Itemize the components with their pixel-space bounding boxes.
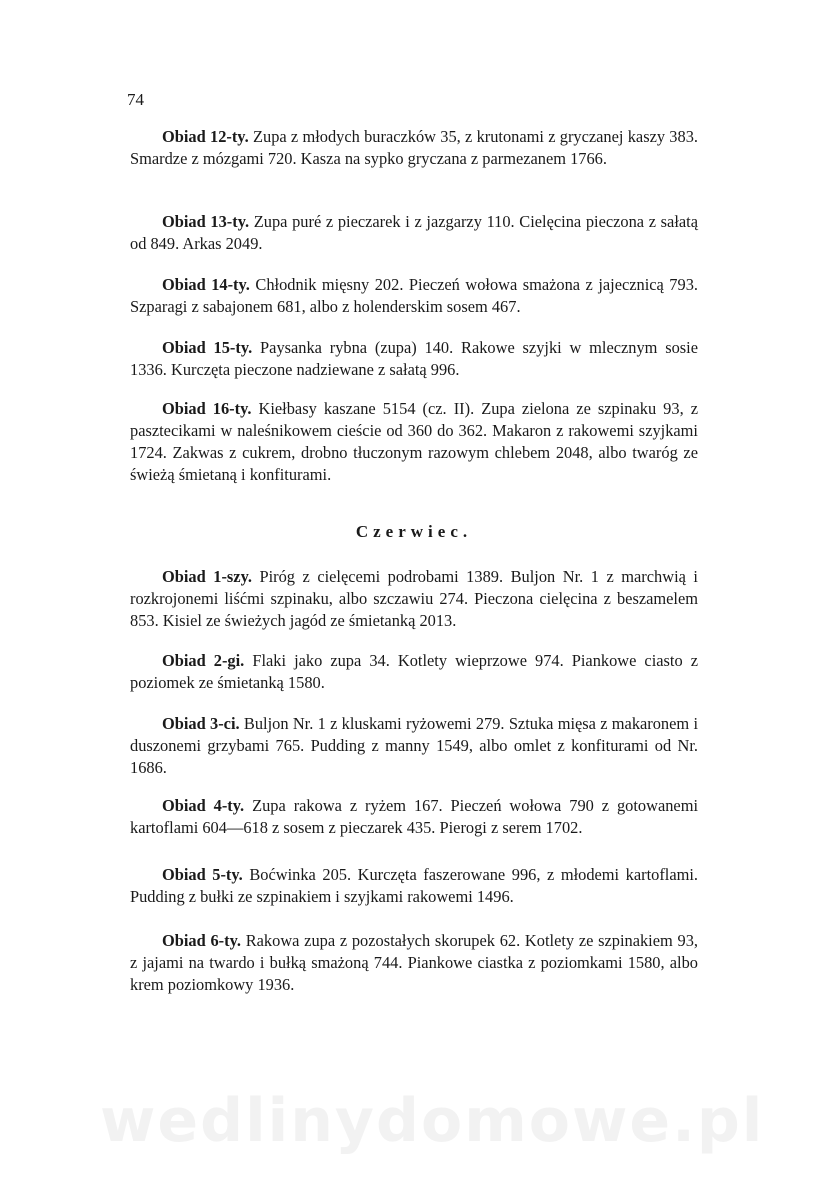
menu-entry — [130, 211, 698, 255]
entry-title: Obiad 12-ty. — [162, 127, 249, 146]
page-number: 74 — [127, 90, 144, 109]
entry-title: Obiad 2-gi. — [162, 651, 245, 670]
entry-text: Zupa z młodych buraczków 35, z krutonami z gryczanej kaszy 383. Smardze z mózgami 720. Kasza na sypko gryczana z parmezanem 1766. — [130, 127, 698, 168]
watermark: wedlinydomowe.pl — [100, 1086, 765, 1156]
menu-entry — [130, 650, 698, 694]
entry-title: Obiad 6-ty. — [162, 931, 241, 950]
section-heading: Czerwiec. — [355, 522, 473, 541]
entry-text: Chłodnik mięsny 202. Pieczeń wołowa smażona z jajecznicą 793. Szparagi z sabajonem 681, albo z holenderskim sosem 467. — [130, 275, 698, 316]
entry-title: Obiad 13-ty. — [162, 212, 250, 231]
menu-entry — [130, 566, 698, 632]
menu-entry — [130, 795, 698, 839]
entry-title: Obiad 1-szy. — [162, 567, 252, 586]
menu-entry — [130, 713, 698, 779]
menu-entry — [130, 398, 698, 486]
entry-title: Obiad 15-ty. — [162, 338, 253, 357]
entry-text: Zupa rakowa z ryżem 167. Pieczeń wołowa 790 z gotowanemi kartoflami 604—618 z sosem z pieczarek 435. Pierogi z serem 1702. — [130, 796, 698, 837]
menu-entry — [130, 126, 698, 170]
menu-entry — [130, 930, 698, 996]
entry-title: Obiad 3-ci. — [162, 714, 240, 733]
entry-text: Flaki jako zupa 34. Kotlety wieprzowe 974. Piankowe ciasto z poziomek ze śmietanką 1580. — [130, 651, 698, 692]
entry-text: Rakowa zupa z pozostałych skorupek 62. Kotlety ze szpinakiem 93, z jajami na twardo i bułką smażoną 744. Piankowe ciastka z poziomkami 1580, albo krem poziomkowy 1936. — [130, 931, 698, 994]
entry-title: Obiad 5-ty. — [162, 865, 243, 884]
menu-entry — [130, 337, 698, 381]
entry-text: Boćwinka 205. Kurczęta faszerowane 996, z młodemi kartoflami. Pudding z bułki ze szpinakiem i szyjkami rakowemi 1496. — [130, 865, 699, 906]
entry-title: Obiad 14-ty. — [162, 275, 250, 294]
entry-text: Kiełbasy kaszane 5154 (cz. II). Zupa zielona ze szpinaku 93, z pasztecikami w naleśnikowem cieście od 360 do 362. Makaron z rakowemi szyjkami 1724. Zakwas z cukrem, drobno tłuczonym razowym chlebem 2048, albo twaróg ze świeżą śmietaną i konfiturami. — [130, 399, 698, 484]
entry-text: Piróg z cielęcemi podrobami 1389. Buljon Nr. 1 z marchwią i rozkrojonemi liśćmi szpinaku, albo szczawiu 274. Pieczona cielęcina z beszamelem 853. Kisiel ze świeżych jagód ze śmietanką 2013. — [130, 567, 698, 630]
menu-entry — [130, 864, 698, 908]
menu-entry — [130, 274, 698, 318]
entry-title: Obiad 4-ty. — [162, 796, 245, 815]
entry-text: Zupa puré z pieczarek i z jazgarzy 110. Cielęcina pieczona z sałatą od 849. Arkas 2049. — [130, 212, 698, 253]
entry-text: Paysanka rybna (zupa) 140. Rakowe szyjki w mlecznym sosie 1336. Kurczęta pieczone nadziewane z sałatą 996. — [130, 338, 698, 379]
entry-title: Obiad 16-ty. — [162, 399, 252, 418]
entry-text: Buljon Nr. 1 z kluskami ryżowemi 279. Sztuka mięsa z makaronem i duszonemi grzybami 765. Pudding z manny 1549, albo omlet z konfiturami od Nr. 1686. — [130, 714, 698, 777]
